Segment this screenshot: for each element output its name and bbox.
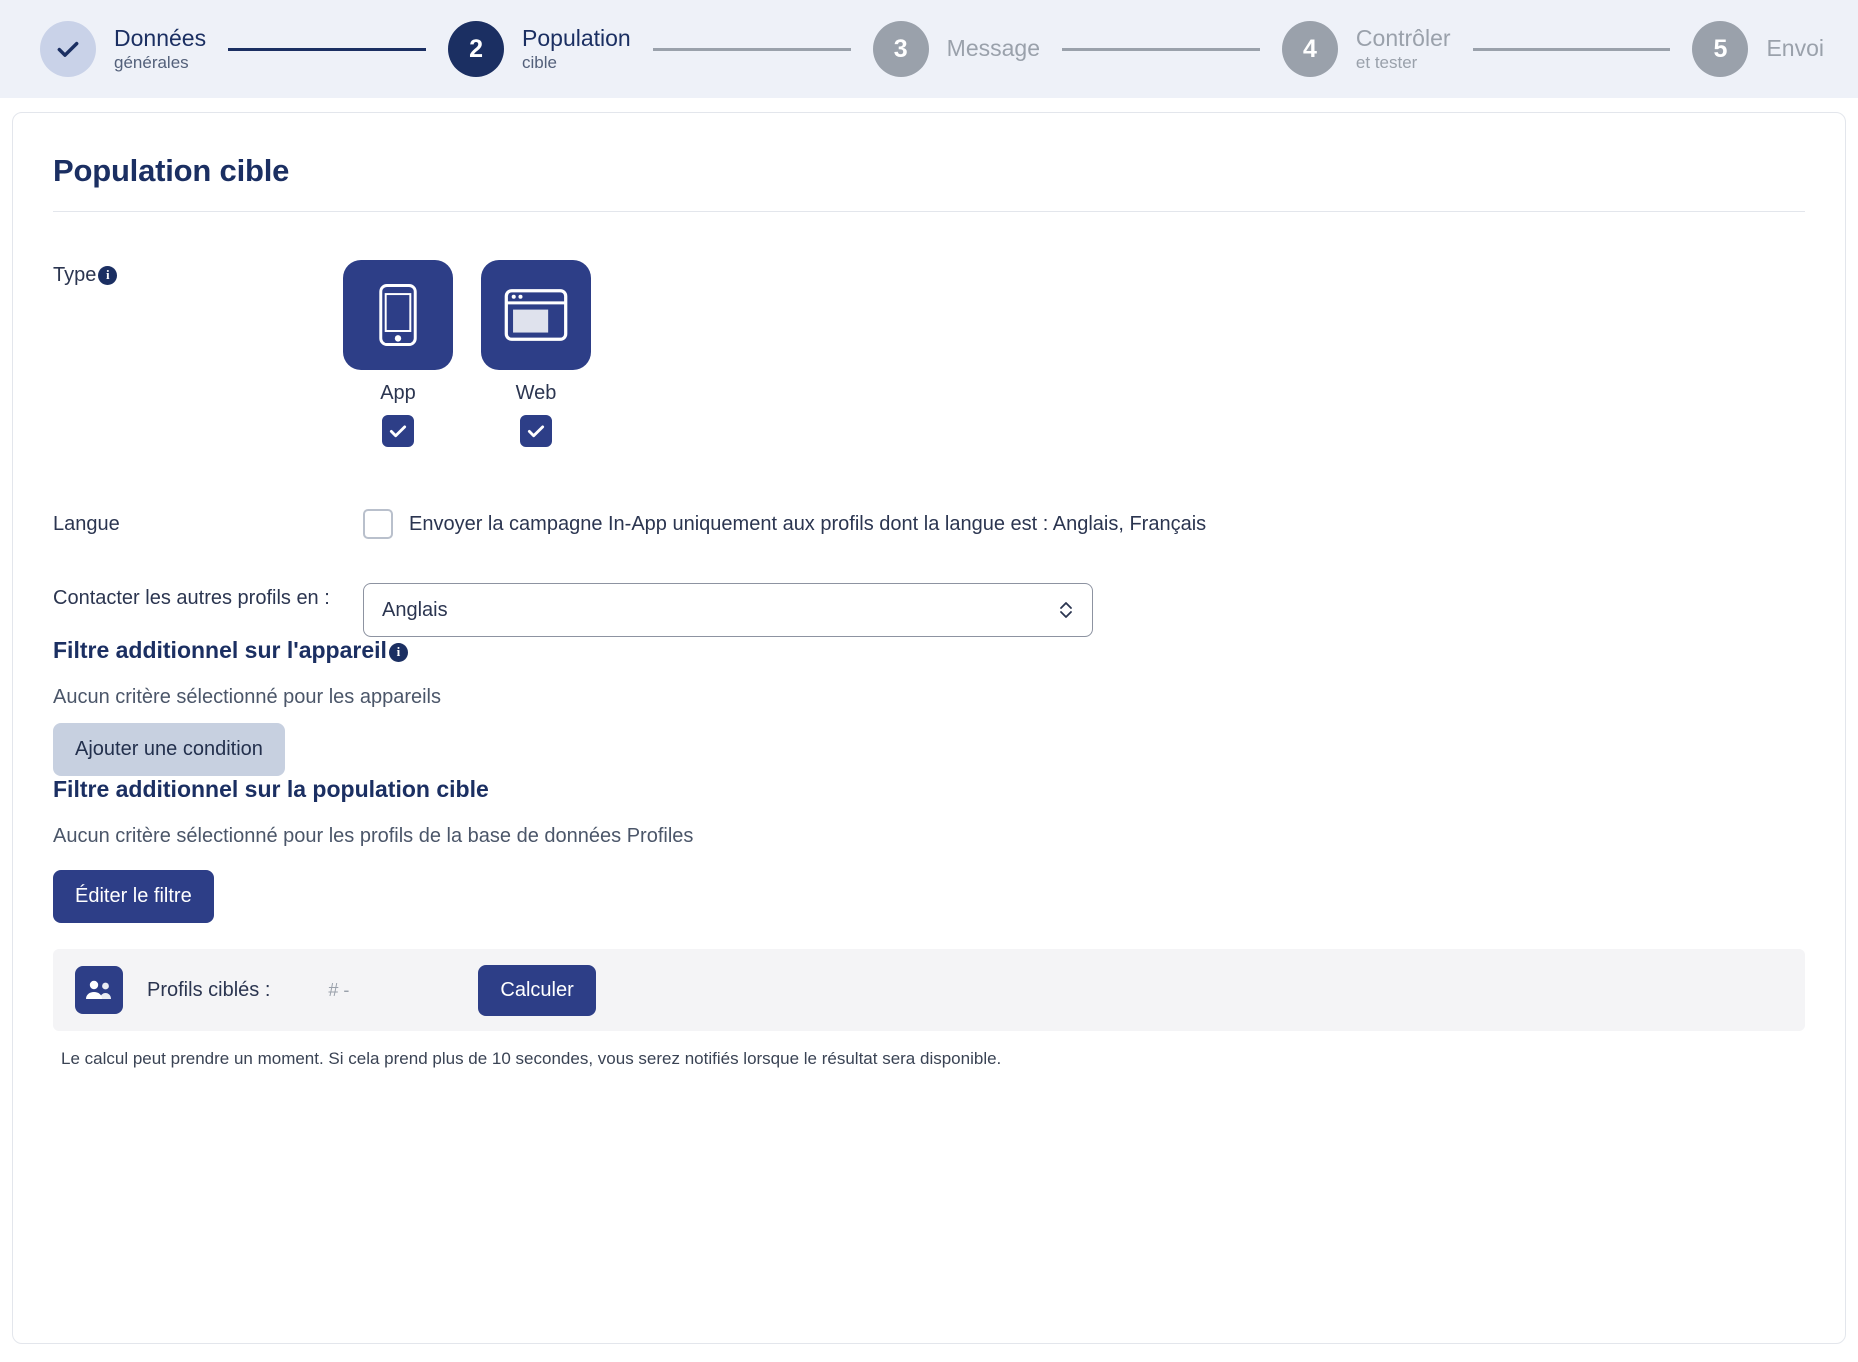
type-tile-app[interactable] [343,260,453,447]
mobile-icon [343,260,453,370]
other-profiles-select-wrap [343,583,1093,637]
step-1-circle [40,21,96,77]
language-select-value: Anglais [382,598,448,621]
targeted-profiles-label: Profils ciblés : [147,978,271,1001]
targeted-profiles-bar [53,949,1805,1031]
step-1-donnees-generales[interactable] [40,21,206,77]
stepper-connector-4 [1473,48,1671,51]
population-filter-heading: Filtre additionnel sur la population cible [53,776,489,802]
browser-icon [481,260,591,370]
stepper-connector-3 [1062,48,1260,51]
step-1-subtitle: générales [114,52,189,72]
langue-checkbox-text: Envoyer la campagne In-App uniquement aux profils dont la langue est : Anglais, Français [409,512,1207,535]
step-4-title: Contrôler [1355,25,1451,52]
type-label [53,260,343,287]
type-tile-web-label: Web [515,382,557,404]
edit-filter-button[interactable]: Éditer le filtre [53,870,214,923]
other-profiles-row [53,583,1805,637]
type-tile-web-check-wrap [481,415,591,447]
type-label-text: Type [53,264,97,286]
stepper-connector-1 [228,48,426,51]
step-3-title: Message [946,35,1040,62]
checkbox-app[interactable] [382,415,414,447]
add-condition-button[interactable]: Ajouter une condition [53,723,285,776]
type-row [53,260,1805,447]
langue-label: Langue [53,513,120,535]
population-cible-card [12,112,1846,1344]
type-tile-app-label: App [380,382,416,404]
type-tile-web[interactable] [481,260,591,447]
population-filter-empty-text: Aucun critère sélectionné pour les profils de la base de données Profiles [53,825,694,847]
step-2-title: Population [522,25,631,52]
info-icon-device-filter[interactable]: i [389,643,408,662]
step-4-subtitle: et tester [1355,52,1418,72]
info-icon-type[interactable]: i [98,266,117,285]
type-tile-app-check-wrap [343,415,453,447]
step-5-envoi[interactable] [1692,21,1824,77]
step-4-controler-et-tester[interactable] [1282,21,1451,77]
language-select[interactable] [363,583,1093,637]
calculate-button[interactable]: Calculer [478,965,595,1016]
step-5-title: Envoi [1766,35,1825,62]
step-3-message[interactable] [873,21,1040,77]
page-title: Population cible [53,153,290,188]
step-1-title: Données [114,25,207,52]
step-3-circle: 3 [873,21,929,77]
calculation-hint: Le calcul peut prendre un moment. Si cela prend plus de 10 secondes, vous serez notifiés lorsque le résultat sera disponible. [61,1049,1002,1068]
wizard-stepper [0,0,1858,98]
step-2-circle: 2 [448,21,504,77]
step-2-population-cible[interactable] [448,21,631,77]
targeted-profiles-count: # - [328,979,350,1000]
stepper-connector-2 [653,48,851,51]
device-filter-heading-text: Filtre additionnel sur l'appareil [53,637,387,663]
other-profiles-label: Contacter les autres profils en : [53,587,330,609]
users-icon [75,966,123,1014]
type-tiles [343,260,591,447]
step-4-circle: 4 [1282,21,1338,77]
step-5-circle: 5 [1692,21,1748,77]
checkbox-web[interactable] [520,415,552,447]
chevron-updown-icon [1058,599,1074,621]
step-2-subtitle: cible [522,52,557,72]
langue-row [53,509,1805,539]
title-divider [53,211,1805,212]
device-filter-empty-text: Aucun critère sélectionné pour les appareils [53,686,441,708]
device-filter-heading [53,637,1805,664]
checkbox-langue[interactable] [363,509,393,539]
langue-control [343,509,1206,539]
